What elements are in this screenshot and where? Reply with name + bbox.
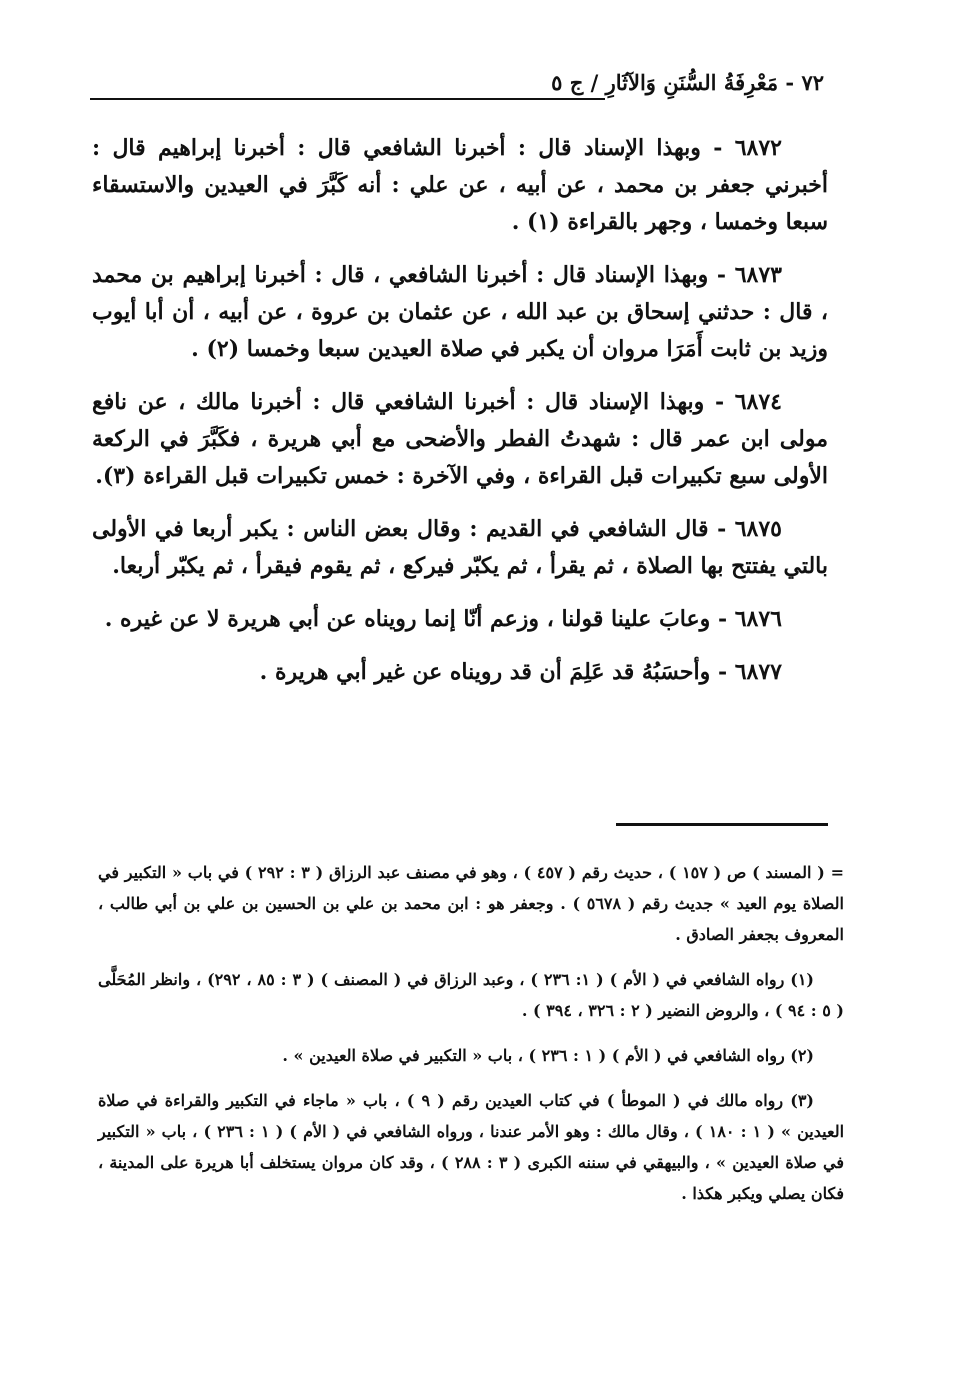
- footnote-3: (٣) رواه مالك في ( الموطأ ) في كتاب العيدين رقم ( ٩ ) ، باب « ماجاء في التكبير والقراءة في صلاة العيدين » ( ١ : ١٨٠ ) ، وقال مالك : وهو الأمر عندنا ، ورواه الشافعي في ( الأم ) ( ١ : ٢٣٦ ) ، باب « التكبير في صلاة العيدين » ، والبيهقي في سننه الكبرى ( ٣ : ٢٨٨ ) ، وقد كان مروان يستخلف أبا هريرة على المدينة ، فكان يصلي ويكبر هكذا .: [98, 1091, 845, 1203]
- hadith-number: ٦٨٧٤ -: [714, 389, 782, 415]
- hadith-paragraph: [92, 257, 828, 368]
- hadith-text: وبهذا الإسناد قال : أخبرنا الشافعي قال : أخبرنا مالك ، عن نافع مولى ابن عمر قال : شهدتُ الفطر والأضحى مع أبي هريرة ، فكَبَّرَ في الركعة الأولى سبع تكبيرات قبل القراءة ، وفي الآخرة : خمس تكبيرات قبل القراءة (٣).: [92, 389, 828, 489]
- hadith-number: ٦٨٧٧ -: [717, 659, 782, 685]
- hadith-number: ٦٨٧٢ -: [713, 135, 782, 161]
- hadith-paragraph: [92, 601, 828, 638]
- hadith-text: قال الشافعي في القديم : وقال بعض الناس : يكبر أربعا في الأولى بالتي يفتتح بها الصلاة ، ثم يقرأ ، ثم يكبّر فيركع ، ثم يقوم فيقرأ ، ثم يكبّر أربعا.: [92, 516, 828, 579]
- footnote-1: (١) رواه الشافعي في ( الأم ) ( ١: ٢٣٦ ) ، وعبد الرزاق في ( المصنف ) ( ٣ : ٨٥ ، ٢٩٢) ، وانظر المُحَلَّى ( ٥ : ٩٤ ) ، والروض النضير ( ٢ : ٣٢٦ ، ٣٩٤ ) .: [98, 970, 844, 1020]
- hadith-paragraph: [92, 384, 828, 495]
- main-text: [92, 130, 828, 707]
- footnote-continuation: = ( المسند ) ص ( ١٥٧ ) ، حديث رقم ( ٤٥٧ ) ، وهو في مصنف عبد الرزاق ( ٣ : ٢٩٢ ) في باب « التكبير في الصلاة يوم العيد » جديث رقم ( ٥٦٧٨ ) . وجعفر هو : ابن محمد بن علي بن الحسين بن علي بن أبي طالب ، المعروف بجعفر الصادق .: [98, 863, 845, 944]
- hadith-number: ٦٨٧٣ -: [716, 262, 782, 288]
- header-text: [551, 70, 824, 96]
- hadith-text: وعابَ علينا قولنا ، وزعم أنّا إنما رويناه عن أبي هريرة لا عن غيره .: [104, 606, 711, 632]
- footnotes: [98, 857, 844, 1223]
- hadith-text: وأحسَبُهُ قد عَلِمَ أن قد رويناه عن غير أبي هريرة .: [259, 659, 711, 685]
- hadith-number: ٦٨٧٥ -: [717, 516, 782, 542]
- footnote-2: (٢) رواه الشافعي في ( الأم ) ( ١ : ٢٣٦ ) ، باب « التكبير في صلاة العيدين » .: [282, 1046, 814, 1065]
- running-header: [90, 70, 824, 104]
- footnote-separator: [616, 823, 828, 826]
- header-rule: [90, 98, 605, 100]
- page-number: ٧٢: [801, 70, 824, 95]
- hadith-text: وبهذا الإسناد قال : أخبرنا الشافعي ، قال : أخبرنا إبراهيم بن محمد ، قال : حدثني إسحاق بن عبد الله ، عن عثمان بن عروة ، عن أبيه ، أن أبا أيوب وزيد بن ثابت أَمَرَا مروان أن يكبر في صلاة العيدين سبعا وخمسا (٢) .: [92, 262, 828, 362]
- hadith-number: ٦٨٧٦ -: [717, 606, 782, 632]
- hadith-text: وبهذا الإسناد قال : أخبرنا الشافعي قال : أخبرنا إبراهيم قال : أخبرني جعفر بن محمد ، عن أبيه ، عن علي : أنه كَبَّرَ في العيدين والاستسقاء سبعا وخمسا ، وجهر بالقراءة (١) .: [92, 135, 828, 235]
- hadith-paragraph: [92, 511, 828, 585]
- hadith-paragraph: [92, 130, 828, 241]
- hadith-paragraph: [92, 654, 828, 691]
- book-title: مَعْرِفَةُ السُّنَنِ وَالآثَارِ / ج ٥: [551, 70, 779, 95]
- header-separator: -: [785, 70, 795, 95]
